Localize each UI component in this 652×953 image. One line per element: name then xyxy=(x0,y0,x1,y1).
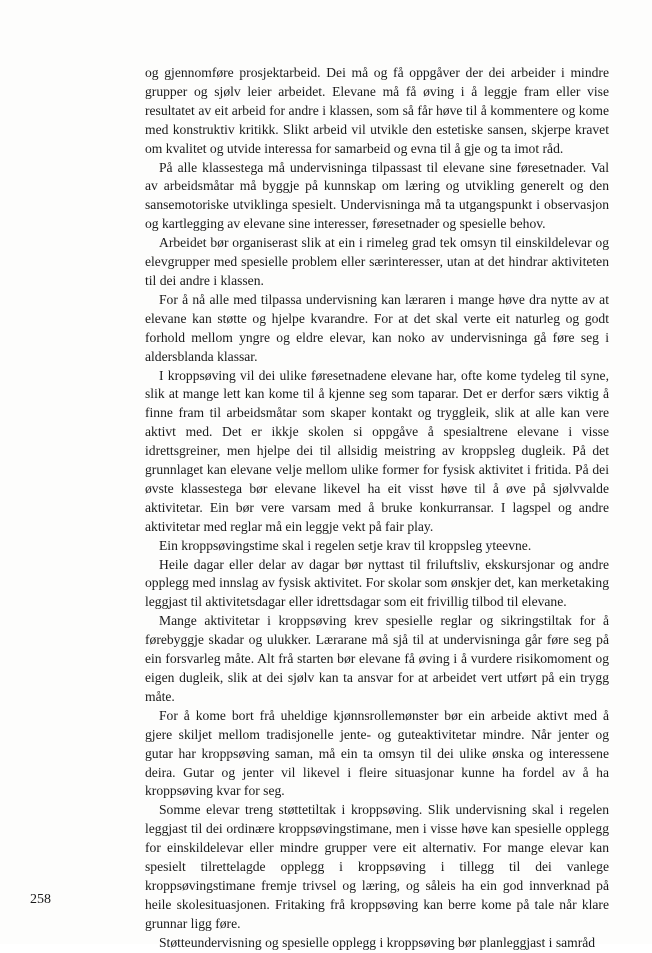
paragraph: Heile dagar eller delar av dagar bør nyttast til friluftsliv, ekskursjonar og andre opplegg med innslag av fysisk aktivitet. For skolar som ønskjer det, kan merketaking leggjast til aktivitetsdagar eller idrettsdagar som eit frivillig tilbod til elevane. xyxy=(145,556,609,610)
paragraph: Støtteundervisning og spesielle opplegg i kroppsøving bør planleggjast i samråd xyxy=(159,934,596,950)
paragraph: Mange aktivitetar i kroppsøving krev spesielle reglar og sikringstiltak for å førebyggje skadar og ulukker. Lærarane må sjå til at undervisninga går føre seg på ein forsvarleg måte. Alt frå starten bør elevane få øving i å vurdere risikomoment og eigen dugleik, slik at dei sjølv kan ta ansvar for at arbeidet vert utført på ein trygg måte. xyxy=(145,613,609,704)
paragraph: I kroppsøving vil dei ulike føresetnadene elevane har, ofte kome tydeleg til syne, slik at mange lett kan kome til å kjenne seg som taparar. Det er derfor særs viktig å finne fram til arbeidsmåtar som skaper kontakt og tryggleik, slik at alle kan vere aktivt med. Det er ikkje skolen si oppgåve å spesialtrene elevane i visse idrettsgreiner, men hjelpe dei til allsidig meistring av kroppsleg dugleik. På det grunnlaget kan elevane velje mellom ulike former for fysisk aktivitet i fritida. På dei øvste klassestega bør elevane likevel ha eit visst høve til å øve på sjølvvalde aktivitetar. Ein bør vere varsam med å bruke konkurransar. I lagspel og andre aktivitetar med reglar må ein leggje vekt på fair play. xyxy=(145,367,609,534)
paragraph: For å kome bort frå uheldige kjønnsrollemønster bør ein arbeide aktivt med å gjere skiljet mellom tradisjonelle jente- og guteaktivitetar mindre. Når jenter og gutar har kroppsøving saman, må ein ta omsyn til dei ulike ønska og interessene deira. Gutar og jenter vil likevel i fleire situasjonar kunne ha fordel av å ha kroppsøving kvar for seg. xyxy=(145,707,609,799)
page-number: 258 xyxy=(30,892,51,907)
paragraph: Somme elevar treng støttetiltak i kroppsøving. Slik undervisning skal i regelen leggjast til dei ordinære kroppsøvingstimane, men i visse høve kan spesielle opplegg for einskildelevar eller mindre grupper vere eit alternativ. For mange elevar kan spesielt tilrettelagde opplegg i kroppsøving i tillegg til dei vanlege kroppsøvingstimane fremje trivsel og læring, og såleis ha ein god innverknad på heile skolesituasjonen. Fritaking frå kroppsøving kan berre kome på tale når klare grunnar ligg føre. xyxy=(145,802,609,931)
paragraph: og gjennomføre prosjektarbeid. Dei må og få oppgåver der dei arbeider i mindre grupper og sjølv leier arbeidet. Elevane må få øving i å leggje fram eller vise resultatet av eit arbeid for andre i klassen, som så får høve til å kommentere og kome med konstruktiv kritikk. Slikt arbeid vil utvikle den estetiske sansen, skjerpe kravet om kvalitet og utvide interessa for samarbeid og evna til å gje og ta imot råd. xyxy=(145,65,609,156)
paragraph: For å nå alle med tilpassa undervisning kan læraren i mange høve dra nytte av at elevane kan støtte og hjelpe kvarandre. For at det skal verte eit naturleg og godt forhold mellom yngre og eldre elevar, kan noko av undervisninga gå føre seg i aldersblanda klassar. xyxy=(145,291,609,364)
paragraph: Arbeidet bør organiserast slik at ein i rimeleg grad tek omsyn til einskildelevar og elevgrupper med spesielle problem eller særinteresser, utan at det hindrar aktiviteten til dei andre i klassen. xyxy=(145,235,609,288)
paragraph: Ein kroppsøvingstime skal i regelen setje krav til kroppsleg yteevne. xyxy=(159,537,532,553)
paragraph: På alle klassestega må undervisninga tilpassast til elevane sine føresetnader. Val av arbeidsmåtar må byggje på kunnskap om læring og utvikling generelt og den sansemotoriske utviklinga spesielt. Undervisninga må ta utgangspunkt i observasjon og kartlegging av elevane sine interesser, føresetnader og spesielle behov. xyxy=(145,159,609,232)
body-text xyxy=(145,64,609,953)
